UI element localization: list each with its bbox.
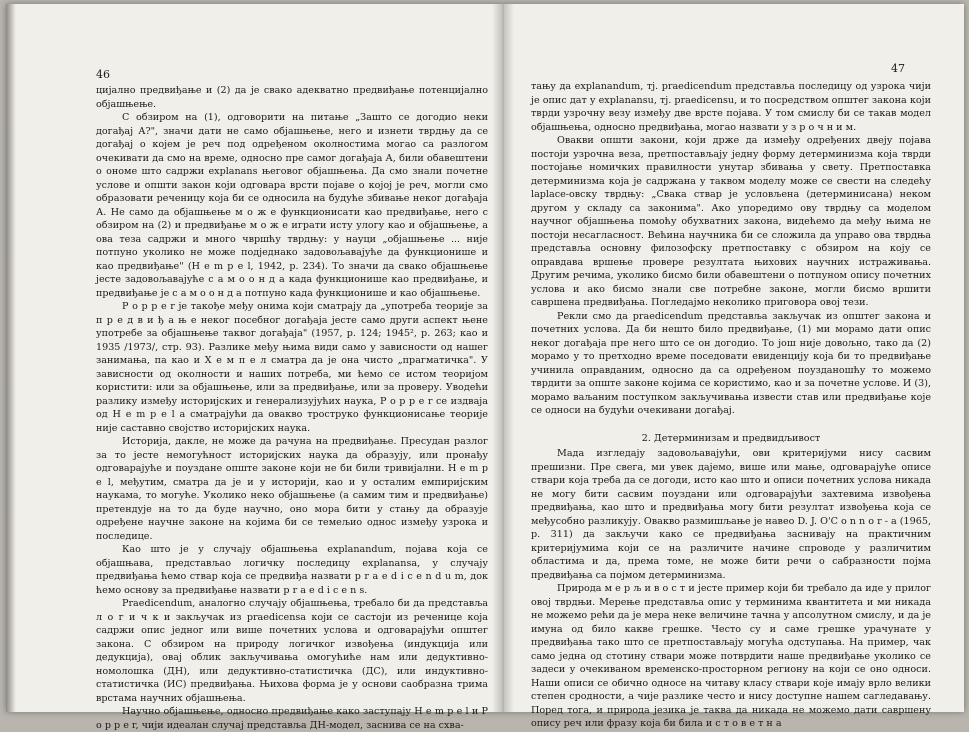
- paragraph: цијално предвиђање и (2) да је свако адекватно предвиђање потенцијално објашњење.: [96, 85, 488, 110]
- page-number: 46: [96, 68, 110, 81]
- paragraph: Природа м е р љ и в о с т и јесте пример који би требало да иде у прилог овој тврдњи. Мерење представља опис у терминима квантитета и ми никада не можемо рећи да је мера неке величине тачна у апсолутном смислу, и да је имуна од било какве грешке. Често су и саме грешке урачунате у предвиђања тако што се претпостављају могућа одступања. На пример, чак само једна од стотину ствари може потврдити наше предвиђање уколико се задеси у очекиваном временско-просторном региону на који се оно односи. Наши описи се обично односе на читаву класу ствари које имају врло велики степен сродности, а чије разлике често и нису доступне нашем сагледавању. Поред тога, и природа језика је таква да никада не можемо дати савршену опису реч или фразу која би била и с т о в е т н а: [531, 583, 931, 729]
- page-text: [531, 80, 931, 731]
- paragraph: P o p p e r је такође међу онима који сматрају да „употреба теорије за п р е д в и ђ а њ е неког посебног догађаја јесте само други аспект њене употребе за објашњење таквог догађаја" (1957, p. 124; 1945², p. 263; као и 1935 /1973/, стр. 93). Разлике међу њима види само у зависности од нашег занимања, па као и Х е м п е л сматра да је она чисто „прагматичка". У зависности од околности и наших потреба, ми ћемо се истом теоријом користити: или за објашњење, или за предвиђање, или за проверу. Уводећи разлику између историјских и генерализујућих наука, P o p p e r се издваја од H e m p e l a сматрајући да овакво троструко функционисање теорије није саставно својство историјских наука.: [96, 301, 488, 434]
- paragraph: Овакви општи закони, који држе да између одређених двеју појава постоји узрочна веза, претпостављају једну форму детерминизма која тврди постојање номичких правилности унутар збивања у свету. Претпоставка детерминизма која је садржана у таквом моделу може се свести на следећу laplace-овску тврдњу: „Свака ствар је условљена (детерминисана) неком другом у складу са законима". Ако упоредимо ову тврдњу са моделом научног објашњења помоћу обухватних закона, видећемо да међу њима не постоји несагласност. Већина научника би се сложила да управо ова тврдња представља основну филозофску претпоставку с обзиром на коју се оправдава вршење провере резултата њихових научних истраживања. Другим речима, уколико бисмо били обавештени о потпуном опису почетних услова и ако бисмо знали све потребне законе, могли бисмо вршити савршена предвиђања. Погледајмо неколико приговора овој тези.: [531, 135, 931, 308]
- right-page: [506, 4, 964, 729]
- paragraph: Историја, дакле, не може да рачуна на предвиђање. Пресудан разлог за то јесте немогућност историјских наука да образују, или пронађу одговарајуће и поуздане опште законе који не би били тривијални. H e m p e l, међутим, сматра да је и у историји, као и у осталим емпиријским наукама, то могуће. Уколико неко објашњење (а самим тим и предвиђање) претендује на то да буде научно, оно мора бити у стању да образује одређене научне законе на којима би се темељио однос између узрока и последице.: [96, 436, 488, 542]
- page-text: [96, 84, 488, 732]
- paragraph: Као што је у случају објашњења explanandum, појава која се објашњава, представљао логичку последицу explanansa, у случају предвиђања ћемо ствар која се предвиђа назвати p r a e d i c e n d u m, док ћемо основу за предвиђање назвати p r a e d i c e n s.: [96, 544, 488, 596]
- paragraph: Рекли смо да praedicendum представља закључак из општег закона и почетних услова. Да би нешто било предвиђање, (1) ми морамо дати опис неког догађаја пре него што се он догодио. То још није довољно, тако да (2) морамо у то претходно време поседовати евиденцију која би то предвиђање учинила оправданим, односно да са одређеном поузданошћу то можемо тврдити за опште законе којима се користимо, као и за почетне услове. И (3), морамо ваљаним поступком закључивања извести став или предвиђање које се односи на будући очекивани догађај.: [531, 310, 931, 416]
- paragraph: Научно објашњење, односно предвиђање како заступају H e m p e l и P o p p e r, чији идеалан случај представља ДН-модел, заснива се на схва-: [96, 706, 488, 731]
- book-spread: [6, 4, 964, 731]
- page-number: 47: [891, 62, 905, 75]
- paragraph: Praedicendum, аналогно случају објашњења, требало би да представља л о г и ч к и закључак из praedicensa који се састоји из реченице која садржи опис једног или више почетних услова и одговарајући општег закона. С обзиром на природу логичког извођења (индукција или дедукција), овај облик закључивања омогућиће нам или дедуктивно-номолошка (ДН), или дедуктивно-статистичка (ДС), или индуктивно-статистичка (ИС) предвиђања. Њихова форма је у основи саобразна трима врстама научних објашњења.: [96, 598, 488, 704]
- section-heading: 2. Детерминизам и предвидљивост: [641, 432, 821, 444]
- left-page: [6, 4, 496, 731]
- paragraph: С обзиром на (1), одговорити на питање „Зашто се догодио неки догађај А?", значи дати не само објашњење, него и изнети тврдњу да се догађај о којем је реч под одређеном околностима могао са разлогом очекивати да смо на време, односно пре самог догађаја А, били обавештени о ономе што садржи explanans његовог објашњења. Да смо знали почетне услове и општи закон који одговара врсти појаве о којој је реч, могли смо образовати реченицу која би се односила на будуће збивање неког догађаја А. Не само да објашњење м о ж е функционисати као предвиђање, него с обзиром на (2) и предвиђање м о ж е играти исту улогу као и објашњење, а ова теза садржи и много чвршћу тврдњу: у науци „објашњење ... није потпуно уколико не може подједнако задовољавајуће да функционише и као предвиђање" (H e m p e l, 1942, p. 234). То значи да свако објашњење јесте задовољавајуће с а м о о н д а када функционише као предвиђање, и предвиђање је с а м о о н д а потпуно када функционише и као објашњење.: [96, 112, 488, 299]
- paragraph: Мада изгледају задовољавајући, ови критеријуми нису сасвим прешизни. Пре свега, ми увек дајемо, више или мање, одговарајуће описе ствари која треба да се догоди, исто као што и описи почетних услова никада не могу бити сасвим поуздани или одговарајући захтевима извођења предвиђања, као што и предвиђања могу бити резултат извођења која се међусобно разликују. Овакво размишљање је навео D. J. O'C o n n o r - a (1965, p. 311) да закључи како се предвиђања заснивају на практичним критеријумима који се на различите начине спроводе у различитим областима и да, према томе, не може бити речи о сабразности појма предвиђања са појмом детерминизма.: [531, 448, 931, 581]
- paragraph: тању да explanandum, тј. praedicendum представља последицу од узрока чији је опис дат у explanansu, тј. praedicensu, и то посредством општег закона који тврди узрочну везу између две врсте појава. У том смислу би се такав модел објашњења, односно предвиђања, могао назвати у з р о ч н и м.: [531, 81, 931, 133]
